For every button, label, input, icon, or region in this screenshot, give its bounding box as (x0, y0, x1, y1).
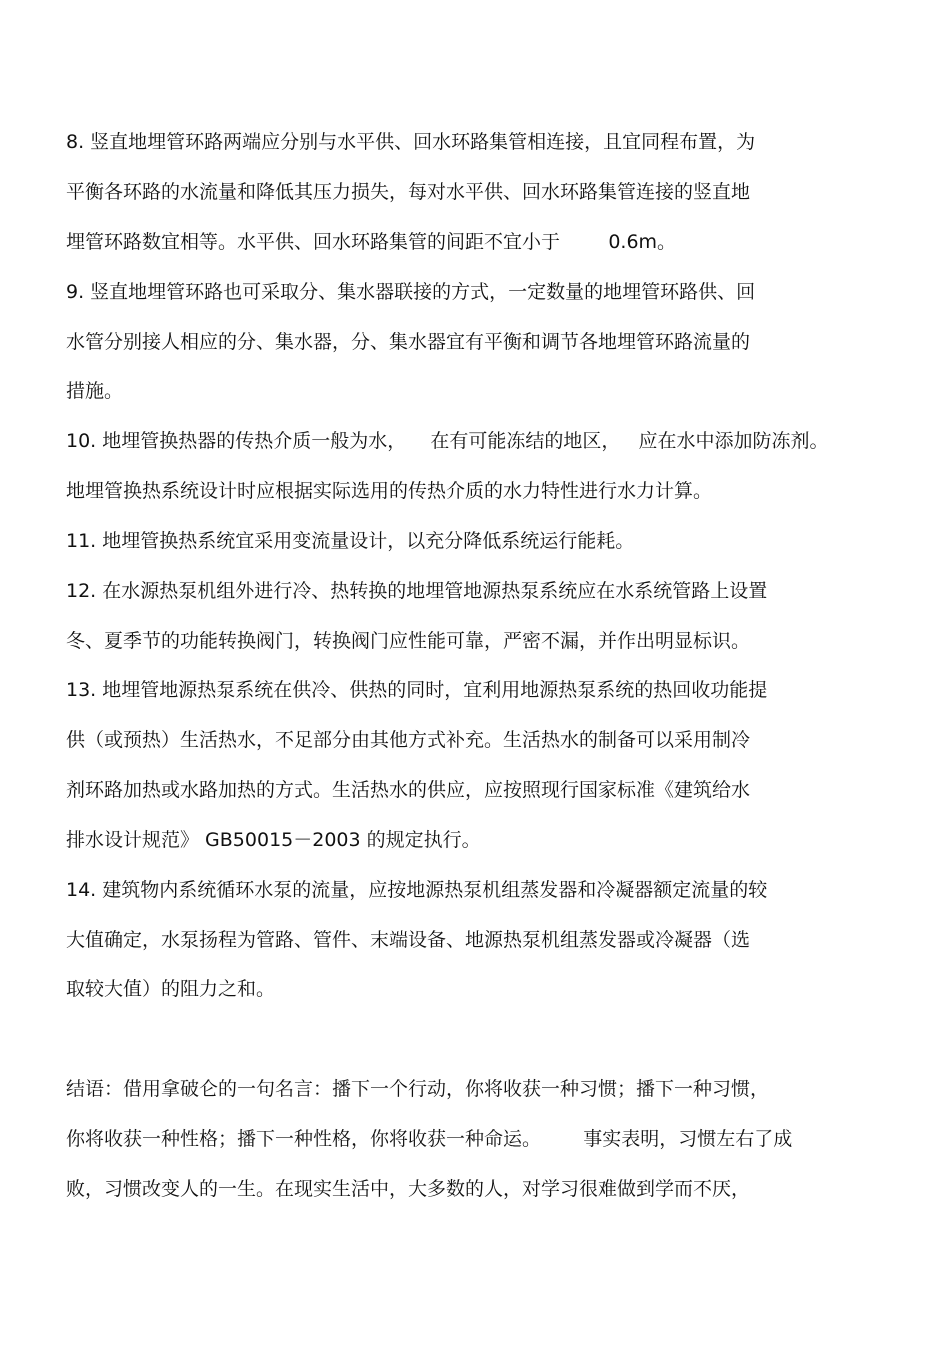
conclusion-line-1: 结语：借用拿破仑的一句名言：播下一个行动，你将收获一种习惯；播下一种习惯， (66, 1078, 770, 1100)
clause-9-line-2: 水管分别接人相应的分、集水器，分、集水器宜有平衡和调节各地埋管环路流量的 (66, 331, 751, 353)
clause-8-line-3: 埋管环路数宜相等。水平供、回水环路集管的间距不宜小于 0.6m。 (66, 231, 677, 253)
clause-8-line-1: 8. 竖直地埋管环路两端应分别与水平供、回水环路集管相连接，且宜同程布置，为 (66, 131, 756, 153)
clause-12-line-1: 12. 在水源热泵机组外进行冷、热转换的地埋管地源热泵系统应在水系统管路上设置 (66, 580, 768, 602)
clause-10-line-2: 地埋管换热系统设计时应根据实际选用的传热介质的水力特性进行水力计算。 (66, 480, 713, 502)
conclusion-line-3: 败，习惯改变人的一生。在现实生活中，大多数的人，对学习很难做到学而不厌， (66, 1178, 751, 1200)
conclusion-line-2: 你将收获一种性格；播下一种性格，你将收获一种命运。 事实表明，习惯左右了成 (66, 1128, 793, 1150)
clause-13-line-3: 剂环路加热或水路加热的方式。生活热水的供应，应按照现行国家标准《建筑给水 (66, 779, 751, 801)
clause-14-line-1: 14. 建筑物内系统循环水泵的流量，应按地源热泵机组蒸发器和冷凝器额定流量的较 (66, 879, 768, 901)
clause-13-line-4: 排水设计规范》 GB50015－2003 的规定执行。 (66, 829, 481, 851)
clause-14-line-2: 大值确定，水泵扬程为管路、管件、末端设备、地源热泵机组蒸发器或冷凝器（选 (66, 929, 751, 951)
clause-12-line-2: 冬、夏季节的功能转换阀门，转换阀门应性能可靠，严密不漏，并作出明显标识。 (66, 630, 751, 652)
clause-10-line-1: 10. 地埋管换热器的传热介质一般为水， 在有可能冻结的地区， 应在水中添加防冻剂。 (66, 430, 829, 452)
clause-13-line-2: 供（或预热）生活热水，不足部分由其他方式补充。生活热水的制备可以采用制冷 (66, 729, 751, 751)
clause-9-line-1: 9. 竖直地埋管环路也可采取分、集水器联接的方式，一定数量的地埋管环路供、回 (66, 281, 756, 303)
clause-11-line-1: 11. 地埋管换热系统宜采用变流量设计，以充分降低系统运行能耗。 (66, 530, 635, 552)
clause-8-line-2: 平衡各环路的水流量和降低其压力损失，每对水平供、回水环路集管连接的竖直地 (66, 181, 751, 203)
clause-14-line-3: 取较大值）的阻力之和。 (66, 978, 276, 1000)
clause-9-line-3: 措施。 (66, 380, 124, 402)
clause-13-line-1: 13. 地埋管地源热泵系统在供冷、供热的同时，宜利用地源热泵系统的热回收功能提 (66, 679, 768, 701)
